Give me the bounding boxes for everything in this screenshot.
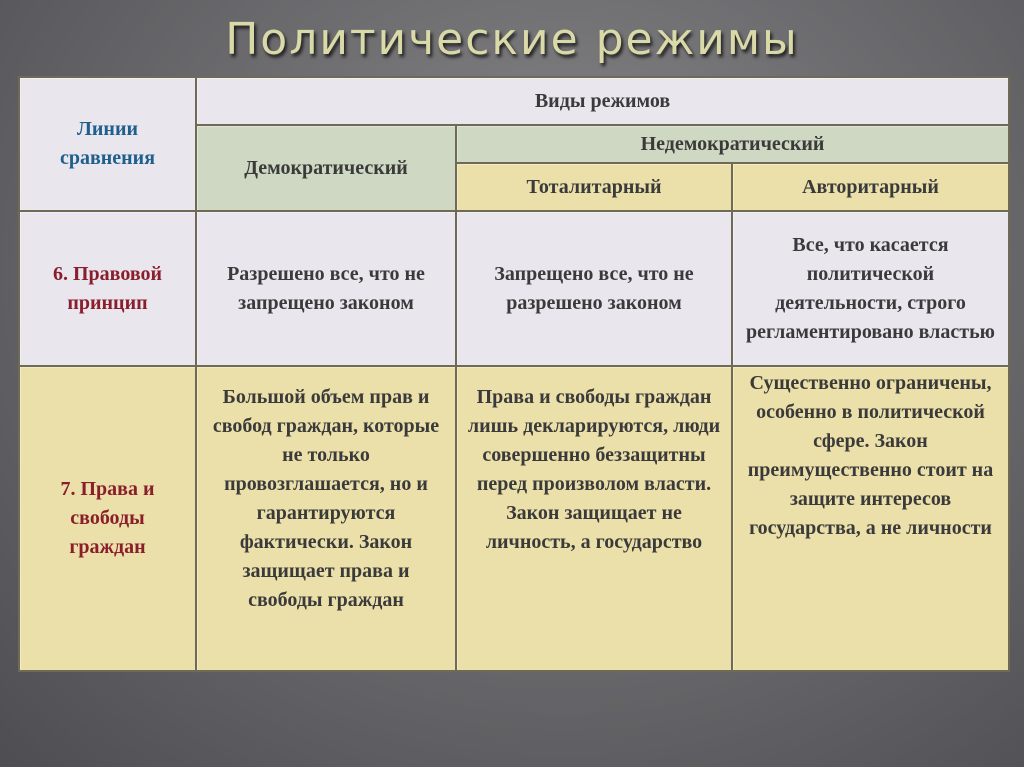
header-authoritarian-label: Авторитарный [802,175,939,198]
header-regime-types [196,77,1009,125]
cell-totalitarian [456,211,732,366]
cell-text: Существенно ограничены, особенно в политической сфере. Закон преимущественно стоит на защите интересов государства, а не личности [747,372,994,539]
cell-democratic [196,211,456,366]
cell-democratic [196,366,456,671]
header-non-democratic-label: Недемократический [640,132,825,155]
cell-text: Запрещено все, что не разрешено законом [494,262,694,314]
row-label: 6. Правовой принцип [52,262,163,314]
cell-text: Разрешено все, что не запрещено законом [227,262,425,314]
cell-authoritarian [732,211,1009,366]
header-democratic [196,125,456,211]
row-label-legal-principle [19,211,196,366]
cell-text: Права и свободы граждан лишь декларируются, люди совершенно беззащитны перед произволом власти. Закон защищает не личность, а государство [467,386,721,553]
header-democratic-label: Демократический [244,156,408,179]
cell-text: Большой объем прав и свобод граждан, которые не только провозглашается, но и гарантируются фактически. Закон защищает права и свободы граждан [212,386,440,611]
table-row [19,366,1009,671]
header-non-democratic [456,125,1009,163]
header-totalitarian [456,163,732,211]
row-label: 7. Права и свободы граждан [60,478,155,558]
cell-text: Все, что касается политической деятельности, строго регламентировано властью [746,233,995,343]
header-regime-types-label: Виды режимов [534,89,671,112]
header-authoritarian [732,163,1009,211]
cell-totalitarian [456,366,732,671]
header-totalitarian-label: Тоталитарный [526,175,662,198]
header-comparison-lines-label: Линии сравнения [59,118,156,169]
comparison-table [18,76,1010,672]
cell-authoritarian [732,366,1009,671]
slide-title: Политические режимы [225,14,799,65]
row-label-rights-freedoms [19,366,196,671]
header-comparison-lines [19,77,196,211]
table-row [19,211,1009,366]
